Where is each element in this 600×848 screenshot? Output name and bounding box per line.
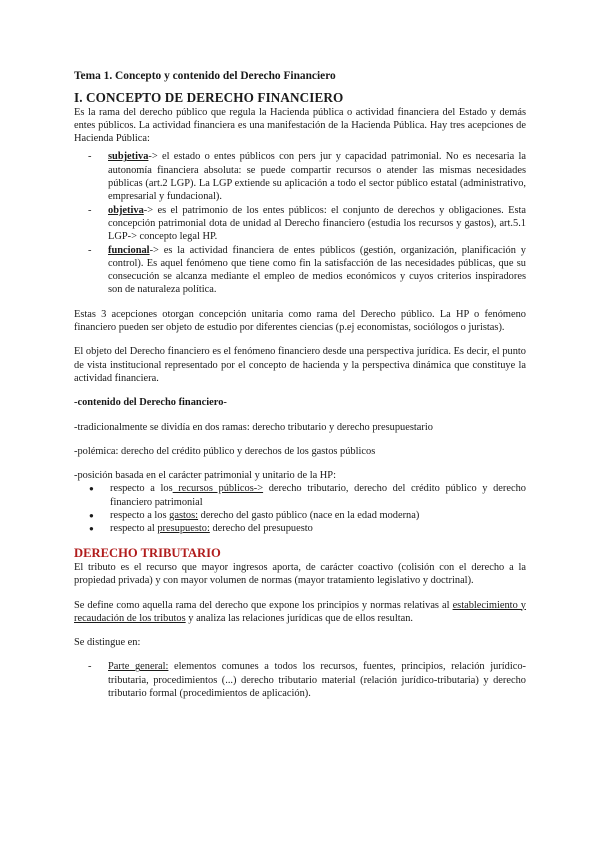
list-item — [74, 150, 526, 203]
definicion-paragraph — [74, 599, 526, 626]
list-item — [74, 522, 526, 535]
posicion-bullets — [74, 482, 526, 535]
arrow: -> — [148, 151, 158, 163]
definicion-underlined: establecimiento y recaudación de los tributos — [74, 599, 527, 624]
keyword-objetiva: objetiva — [108, 204, 144, 216]
parte-general-text: elementos comunes a todos los recursos, fuentes, principios, relación jurídico-tributaria, procedimientos (...) derecho tributario material (relación jurídico-tributaria) y derecho tributario formal (procedimientos de aplicación). — [108, 661, 526, 699]
bullet-pre: respecto al — [110, 523, 158, 535]
bullet-post: derecho tributario, derecho del crédito público y derecho financiero patrimonial — [110, 483, 526, 508]
list-item — [74, 509, 526, 522]
document-body — [74, 70, 526, 700]
unitaria-paragraph: Estas 3 acepciones otorgan concepción unitaria como rama del Derecho público. La HP o fenómeno financiero pueden ser objeto de estudio por diferentes ciencias (p.ej economistas, sociólogos o juristas). — [74, 308, 526, 334]
document-title: Tema 1. Concepto y contenido del Derecho Financiero — [74, 70, 336, 82]
section-heading-concepto: I. CONCEPTO DE DERECHO FINANCIERO — [74, 90, 344, 106]
parte-general-label: Parte general: — [108, 661, 169, 673]
bullet-underlined: recursos públicos-> — [172, 483, 264, 495]
list-item — [74, 204, 526, 244]
keyword-subjetiva: subjetiva — [108, 151, 149, 163]
bullet-post: derecho del presupuesto — [209, 523, 313, 535]
list-item — [74, 244, 526, 297]
distingue-line: Se distingue en: — [74, 637, 141, 649]
contenido-heading: -contenido del Derecho financiero- — [74, 397, 227, 409]
definicion-post: y analiza las relaciones jurídicas que de ellos resultan. — [185, 612, 414, 624]
bullet-pre: respecto a los — [110, 510, 170, 522]
objeto-paragraph: El objeto del Derecho financiero es el fenómeno financiero desde una perspectiva jurídica. Es decir, el punto de vista institucional representado por el concepto de hacienda y la perspectiva dinámica que constituye la actividad financiera. — [74, 346, 526, 384]
arrow: -> — [143, 204, 154, 216]
intro-paragraph: Es la rama del derecho público que regula la Hacienda pública o actividad financiera del Estado y demás entes públicos. La actividad financiera es una manifestación de la Hacienda Pública. Hay tres acepciones de Hacienda Pública: — [74, 106, 526, 145]
tradicional-line: -tradicionalmente se dividía en dos ramas: derecho tributario y derecho presupuestario — [74, 421, 433, 433]
bullet-pre: respecto a los — [110, 483, 173, 495]
bullet-underlined: presupuesto: — [157, 523, 210, 535]
tributo-paragraph: El tributo es el recurso que mayor ingresos aporta, de carácter coactivo (colisión con el derecho a la propiedad privada) y con mayor volumen de normas (mayor tratamiento legislativo y doctrinal). — [74, 561, 526, 587]
partes-list — [74, 660, 526, 700]
list-item-text: el estado o entes públicos con pers jur y capacidad patrimonial. No es necesaria la autonomía financiera absoluta: se puede compartir recursos o atender las mismas necesidades públicas (art.2 LGP). La LGP extiende su aplicación a todo el sector público estatal (administrativo, empresarial y fundacional). — [108, 151, 526, 203]
list-item — [74, 482, 526, 509]
keyword-funcional: funcional — [108, 244, 150, 256]
tributario-heading: DERECHO TRIBUTARIO — [74, 545, 221, 560]
bullet-post: derecho del gasto público (nace en la edad moderna) — [198, 510, 420, 522]
arrow: -> — [149, 244, 159, 256]
posicion-line: -posición basada en el carácter patrimonial y unitario de la HP: — [74, 470, 336, 482]
acepciones-list — [74, 150, 526, 296]
polemica-line: -polémica: derecho del crédito público y derechos de los gastos públicos — [74, 445, 376, 457]
definicion-pre: Se define como aquella rama del derecho que expone los principios y normas relativas al — [74, 599, 453, 611]
bullet-underlined: gastos: — [169, 510, 199, 522]
list-item — [74, 660, 526, 700]
list-item-text: es la actividad financiera de entes públicos (gestión, organización, planificación y control). Es aquel fenómeno que tiene como fin la satisfacción de las necesidades públicas, que su consecución se alcanza mediante el empleo de medios económicos y cuyos criterios inspiradores son de naturaleza política. — [108, 244, 526, 296]
list-item-text: es el patrimonio de los entes públicos: el conjunto de derechos y obligaciones. Esta concepción patrimonial dota de unidad al Derecho financiero (estudia los recursos y gastos), art.5.1 LGP-> concepto legal HP. — [108, 204, 526, 243]
